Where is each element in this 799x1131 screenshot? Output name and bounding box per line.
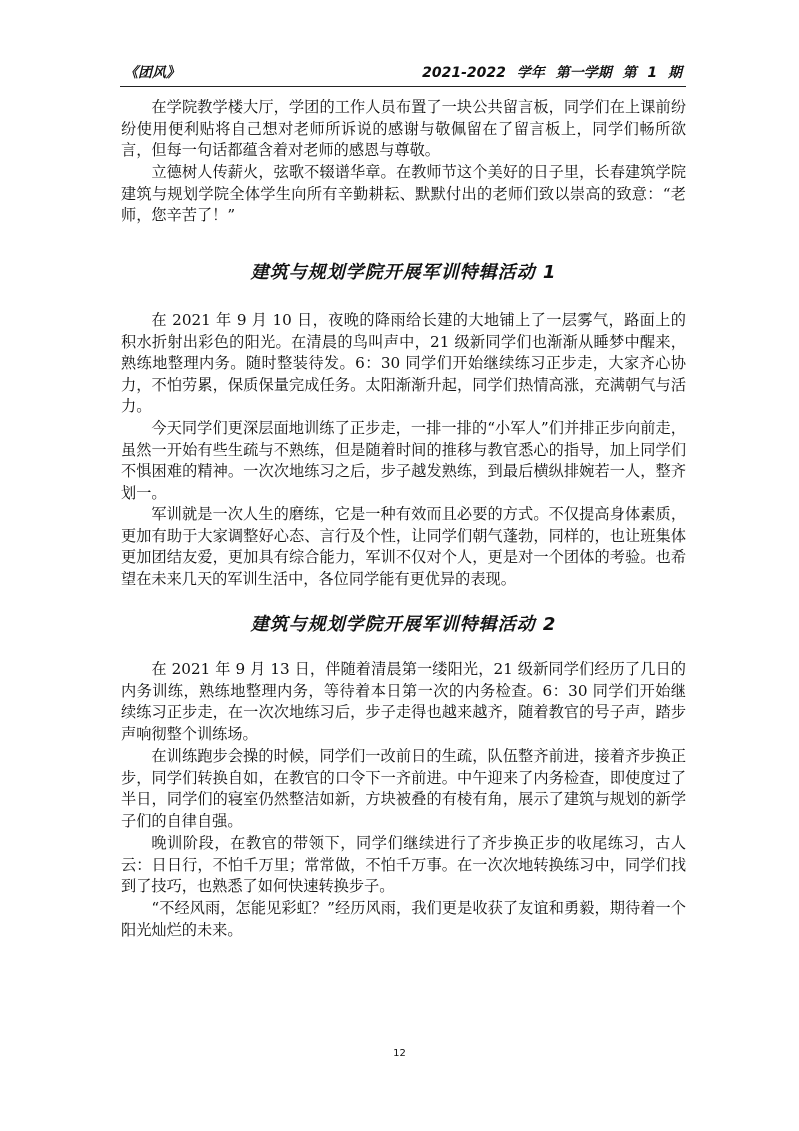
publication-name: 《团风》 [124, 65, 180, 81]
section-2-paragraph-4: “不经风雨，怎能见彩虹？”经历风雨，我们更是收获了友谊和勇毅，期待着一个阳光灿烂的未来。 [121, 899, 686, 939]
intro-paragraph-1: 在学院教学楼大厅，学团的工作人员布置了一块公共留言板，同学们在上课前纷纷使用便利贴将自己想对老师所诉说的感谢与敬佩留在了留言板上，同学们畅所欲言，但每一句话都蕴含着对老师的感恩与尊敬。 [121, 98, 686, 160]
section-1-paragraph-1: 在 2021 年 9 月 10 日，夜晚的降雨给长建的大地铺上了一层雾气，路面上的积水折射出彩色的阳光。在清晨的鸟叫声中，21 级新同学们也渐渐从睡梦中醒来，熟练地整理内务。随时整装待发。6：30 同学们开始继续练习正步走，大家齐心协力，不怕劳累，保质保量完成任务。太阳渐渐升起，同学们热情高涨，充满朝气与活力。 [121, 311, 686, 416]
intro-paragraph-2: 立德树人传薪火，弦歌不辍谱华章。在教师节这个美好的日子里，长春建筑学院建筑与规划学院全体学生向所有辛勤耕耘、默默付出的老师们致以崇高的致意：“老师，您辛苦了！” [121, 163, 686, 225]
page-number: 12 [393, 1048, 406, 1059]
section-1-paragraph-3: 军训就是一次人生的磨练，它是一种有效而且必要的方式。不仅提高身体素质，更加有助于大家调整好心态、言行及个性，让同学们朝气蓬勃，同样的，也让班集体更加团结友爱，更加具有综合能力，军训不仅对个人，更是对一个团体的考验。也希望在未来几天的军训生活中，各位同学能有更优异的表现。 [121, 505, 686, 588]
issue-info: 2021-2022 学年 第一学期 第 1 期 [422, 65, 682, 81]
section-2-title: 建筑与规划学院开展军训特辑活动 2 [250, 614, 557, 635]
section-2-paragraph-2: 在训练跑步会操的时候，同学们一改前日的生疏，队伍整齐前进，接着齐步换正步，同学们转换自如，在教官的口令下一齐前进。中午迎来了内务检查，即使度过了半日，同学们的寝室仍然整洁如新，方块被叠的有棱有角，展示了建筑与规划的新学子们的自律自强。 [121, 747, 686, 830]
section-1-title: 建筑与规划学院开展军训特辑活动 1 [250, 262, 557, 283]
running-header [120, 58, 686, 87]
section-2-paragraph-1: 在 2021 年 9 月 13 日，伴随着清晨第一缕阳光，21 级新同学们经历了几日的内务训练，熟练地整理内务，等待着本日第一次的内务检查。6：30 同学们开始继续练习正步走，在一次次地练习后，步子走得也越来越齐，随着教官的号子声，踏步声响彻整个训练场。 [121, 660, 686, 743]
section-1-paragraph-2: 今天同学们更深层面地训练了正步走，一排一排的“小军人”们并排正步向前走，虽然一开始有些生疏与不熟练，但是随着时间的推移与教官悉心的指导，加上同学们不惧困难的精神。一次次地练习之后，步子越发熟练，到最后横纵排婉若一人，整齐划一。 [121, 419, 686, 502]
section-2-paragraph-3: 晚训阶段，在教官的带领下，同学们继续进行了齐步换正步的收尾练习，古人云：日日行，不怕千万里；常常做，不怕千万事。在一次次地转换练习中，同学们找到了技巧，也熟悉了如何快速转换步子。 [121, 834, 686, 896]
